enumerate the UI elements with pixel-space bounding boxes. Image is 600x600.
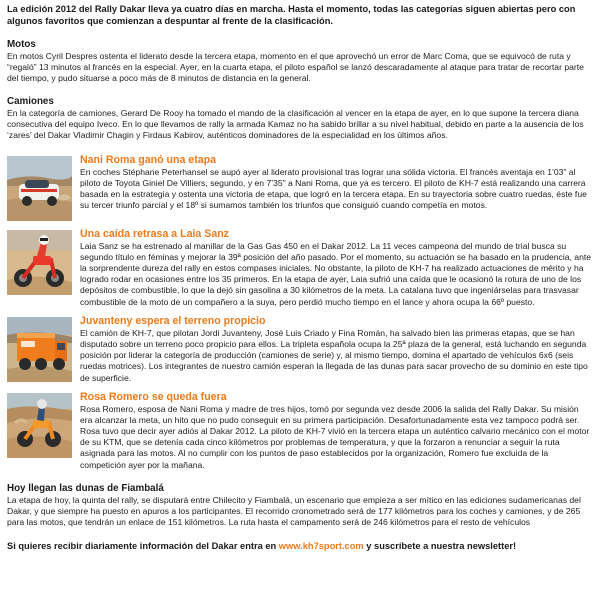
closing-text: La etapa de hoy, la quinta del rally, se disputará entre Chilecito y Fiambalá, un escenario que empieza a ser mítico en las ediciones sudamericanas del Dakar, y que siempre ha puesto en apuros a los participantes. El recorrido cronometrado será de 177 kilómetros para los coches y camiones, y de 265 para las motos, que tendrán un enlace de 151 kilómetros. La ruta hasta el campamento será de 246 kilómetros para el resto de vehículos: [7, 494, 581, 527]
cta-text-after: y suscríbete a nuestra newsletter!: [363, 540, 517, 551]
rally-car-photo: [7, 156, 72, 221]
story-laia-sanz: [7, 228, 593, 308]
story-text: En coches Stéphane Peterhansel se aupó ayer al liderato provisional tras lograr una sólida victoria. El francés aventaja en 1’03” al piloto de Toyota Giniel De Villiers, segundo, y en 7’35” a Nani Roma, que ya es tercero. El piloto de KH-7 está realizando una carrera basada en la estrategia y ostenta una victoria de etapa, que logró en la tercera etapa. En su trayectoria sobre cuatro ruedas, éste fue su tercer triunfo parcial y el 18º si sumamos también los triunfos que consiguió cuando competía en motos.: [80, 167, 587, 211]
story-nani-roma: [7, 154, 593, 221]
story-title: Rosa Romero se queda fuera: [80, 390, 227, 403]
story-title: Una caída retrasa a Laia Sanz: [80, 227, 229, 240]
cta-text-before: Si quieres recibir diariamente información del Dakar entra en: [7, 540, 279, 551]
section-heading-camiones: Camiones: [7, 96, 54, 108]
motorbike-rider-photo: [7, 230, 72, 295]
story-text: Laia Sanz se ha estrenado al manillar de la Gas Gas 450 en el Dakar 2012. La 11 veces campeona del mundo de trial busca su segundo título en féminas y mejorar la 39ª posición del año pasado. Por el momento, su actuación se ha basado en la prudencia, ante la sorprendente dureza del rally en estos compases iniciales. No obstante, la piloto de KH-7 ha realizado actuaciones de mérito y ha logrado rodar en ocasiones entre los 35 primeros. En la etapa de ayer, Laia sufrió una caída que le ocasionó la rotura de uno de los depósitos de combustible, lo que la dejó sin gasolina a 30 kilómetros de la meta. La catalana tuvo que ingeniárselas para trasvasar combustible de la moto de un compañero a la suya, pero perdió mucho tiempo en el lance y ahora ocupa la 66º puesto.: [80, 241, 592, 307]
rally-truck-photo: [7, 317, 72, 382]
intro-paragraph: La edición 2012 del Rally Dakar lleva ya cuatro días en marcha. Hasta el momento, todas las categorías siguen abiertas pero con algunos favoritos que comienzan a despuntar al frente de la clasificación.: [7, 4, 576, 26]
section-text-camiones: En la categoría de camiones, Gerard De Rooy ha tomado el mando de la clasificación al vencer en la etapa de ayer, en lo que supone la tercera diana consecutiva del equipo Iveco. En lo que llevamos de rally la armada Kamaz no ha sabido brillar a su nivel habitual, debido en parte a la ausencia de los ‘zares’ del Dakar Vladimir Chagin y Firdaus Kabirov, auténticos dominadores de la especialidad en los últimos años.: [7, 108, 584, 141]
story-rosa-romero: [7, 391, 593, 471]
section-heading-motos: Motos: [7, 39, 36, 50]
closing-heading: Hoy llegan las dunas de Fiambalá: [7, 482, 164, 494]
newsletter-cta: [7, 540, 593, 552]
story-text: Rosa Romero, esposa de Nani Roma y madre de tres hijos, tomó por segunda vez desde 2006 la salida del Rally Dakar. Su misión era alcanzar la meta, un hito que no pudo conseguir en su primera participación. Desafortunadamente esta vez tampoco podrá ser. Rosa tuvo que decir ayer adiós al Dakar 2012. La piloto de KH-7 vivió en la tercera etapa un auténtico calvario mecánico con el motor de su KTM, que se detenía cada cinco kilómetros por problemas de temperatura, y que la forzaron a renunciar a seguir la ruta asignada para las motos. Al no cumplir con los puntos de paso establecidos por la organización, Romero fue excluida de la competición ayer por la mañana.: [80, 404, 590, 470]
story-text: El camión de KH-7, que pilotan Jordi Juvanteny, José Luis Criado y Fina Román, ha salvado bien las primeras etapas, que se han disputado sobre un terreno poco propicio para ellos. La tripleta española ocupa la 25ª plaza de la general, está luchando en segunda posición por liderar la categoría de producción (camiones de serie) y, al mismo tiempo, domina el apartado de vehículos 6x6 (seis ruedas motrices). Los integrantes de nuestro camión esperan la llegada de las dunas para sacar provecho de su dominio en este tipo de superficie.: [80, 328, 588, 383]
motorbike-dunes-photo: [7, 393, 72, 458]
story-title: Nani Roma ganó una etapa: [80, 153, 216, 166]
story-title: Juvanteny espera el terreno propicio: [80, 314, 266, 327]
story-juvanteny: [7, 315, 593, 384]
kh7sport-link[interactable]: www.kh7sport.com: [278, 540, 364, 551]
section-text-motos: En motos Cyril Despres ostenta el liderato desde la tercera etapa, momento en el que aprovechó un error de Marc Coma, que se equivocó de ruta y “regaló” 13 minutos al francés en la especial. Ayer, en la cuarta etapa, el piloto español se lanzó descaradamente al ataque para tratar de recortar parte del tiempo, y pudo situarse a poco más de 8 minutos de distancia en la general.: [7, 51, 584, 84]
